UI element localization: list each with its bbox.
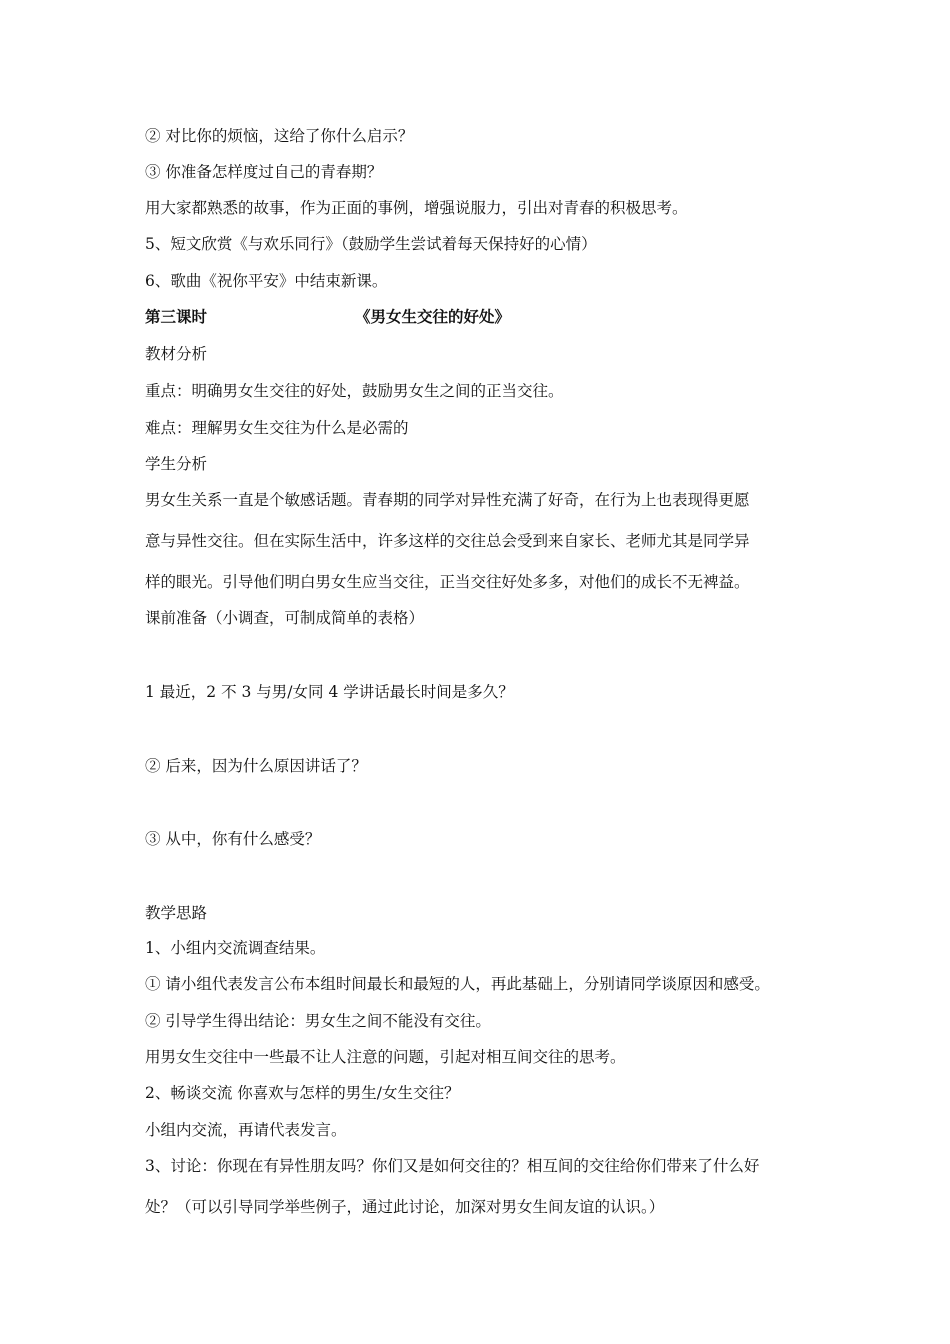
paragraph-line: 样的眼光。引导他们明白男女生应当交往，正当交往好处多多，对他们的成长不无裨益。 xyxy=(145,573,750,591)
text-line: 小组内交流，再请代表发言。 xyxy=(145,1121,347,1139)
text-line: 5、短文欣赏《与欢乐同行》（鼓励学生尝试着每天保持好的心情） xyxy=(145,235,597,253)
section-heading: 教学思路 xyxy=(145,904,208,922)
survey-question: ③ 从中，你有什么感受？ xyxy=(145,830,321,848)
lesson-title: 《男女生交往的好处》 xyxy=(355,307,511,326)
section-heading: 学生分析 xyxy=(145,455,208,473)
section-heading: 教材分析 xyxy=(145,345,208,363)
paragraph-line: 3、讨论：你现在有异性朋友吗？你们又是如何交往的？相互间的交往给你们带来了什么好 xyxy=(145,1157,760,1175)
text-line: 1、小组内交流调查结果。 xyxy=(145,939,326,957)
text-line: ② 引导学生得出结论：男女生之间不能没有交往。 xyxy=(145,1012,491,1030)
paragraph-line: 男女生关系一直是个敏感话题。青春期的同学对异性充满了好奇，在行为上也表现得更愿 xyxy=(145,491,750,509)
paragraph-line: 意与异性交往。但在实际生活中，许多这样的交往总会受到来自家长、老师尤其是同学异 xyxy=(145,532,750,550)
text-line: 难点：理解男女生交往为什么是必需的 xyxy=(145,419,409,437)
text-line: 用大家都熟悉的故事，作为正面的事例，增强说服力，引出对青春的积极思考。 xyxy=(145,199,688,217)
paragraph-line: 处？（可以引导同学举些例子，通过此讨论，加深对男女生间友谊的认识。） xyxy=(145,1198,665,1216)
lesson-heading xyxy=(145,306,745,328)
text-line: ① 请小组代表发言公布本组时间最长和最短的人，再此基础上，分别请同学谈原因和感受。 xyxy=(145,975,770,993)
survey-question: 1 最近，2 不 3 与男/女同 4 学讲话最长时间是多久？ xyxy=(145,683,514,701)
survey-question: ② 后来，因为什么原因讲话了？ xyxy=(145,757,367,775)
section-heading: 课前准备（小调查，可制成简单的表格） xyxy=(145,609,425,627)
lesson-label: 第三课时 xyxy=(145,307,208,326)
text-line: 6、歌曲《祝你平安》中结束新课。 xyxy=(145,272,388,290)
text-line: 重点：明确男女生交往的好处，鼓励男女生之间的正当交往。 xyxy=(145,382,564,400)
text-line: ② 对比你的烦恼，这给了你什么启示？ xyxy=(145,127,414,145)
text-line: 2、畅谈交流 你喜欢与怎样的男生/女生交往？ xyxy=(145,1084,460,1102)
text-line: 用男女生交往中一些最不让人注意的问题，引起对相互间交往的思考。 xyxy=(145,1048,626,1066)
text-line: ③ 你准备怎样度过自己的青春期？ xyxy=(145,163,383,181)
